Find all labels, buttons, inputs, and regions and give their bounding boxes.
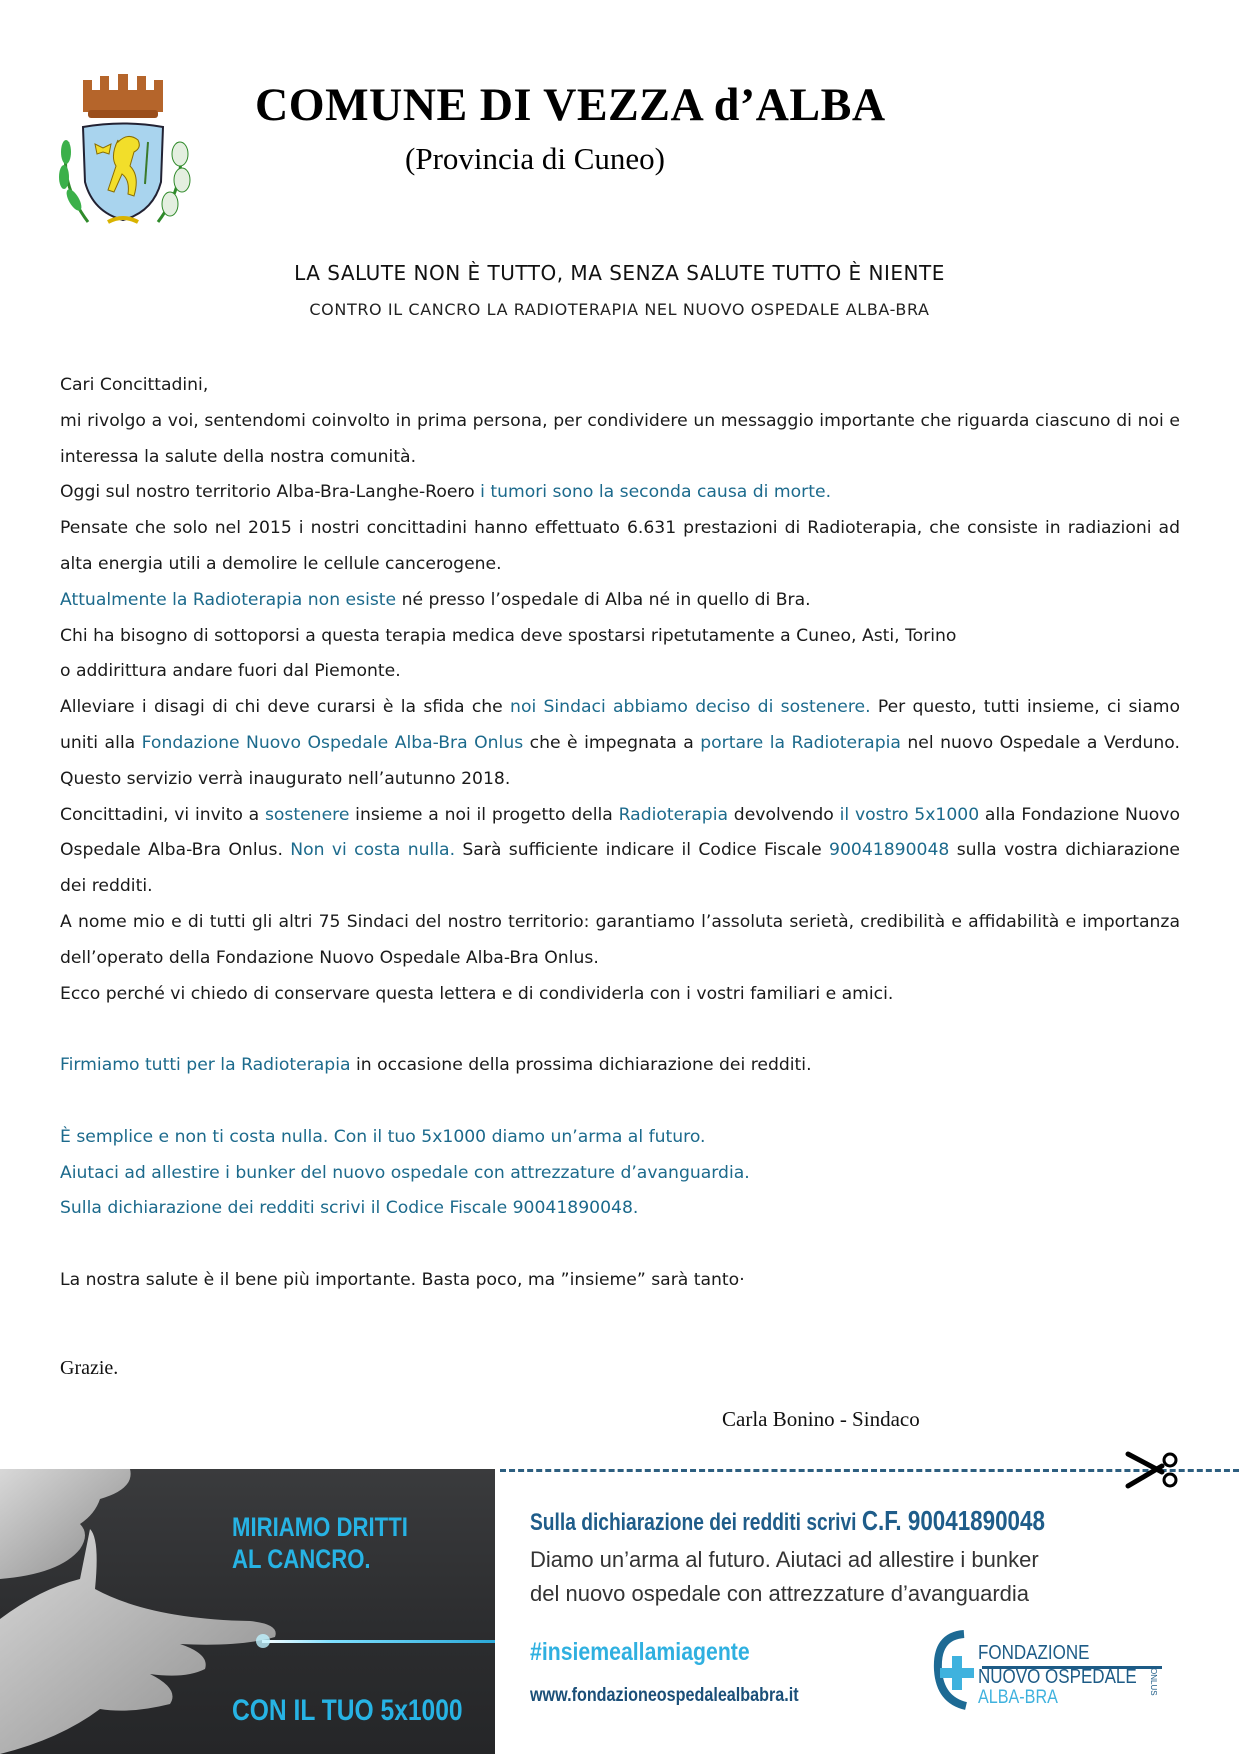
paragraph: o addirittura andare fuori dal Piemonte. <box>60 661 401 682</box>
text: Per questo, tutti insieme, ci siamo uniti alla <box>60 697 1180 753</box>
text: alla Fondazione Nuovo Ospedale Alba-Bra Onlus. <box>60 804 1180 861</box>
logo-line2: NUOVO OSPEDALE <box>978 1666 1137 1688</box>
highlight-text: il vostro 5x1000 <box>839 804 980 825</box>
text: Concittadini, vi invito a <box>60 804 265 825</box>
fiscal-code: C.F. 90041890048 <box>861 1505 1045 1536</box>
scissors-icon <box>1122 1450 1192 1490</box>
paragraph: Pensate che solo nel 2015 i nostri concittadini hanno effettuato 6.631 prestazioni di Radioterapia, che consiste in radiazioni ad alta energia utili a demolire le cellule cancerogene. <box>60 518 1180 574</box>
banner-headline-line2: AL CANCRO. <box>232 1544 371 1574</box>
paragraph: È semplice e non ti costa nulla. Con il tuo 5x1000 diamo un’arma al futuro. <box>60 1126 706 1147</box>
banner-description-line: Diamo un’arma al futuro. Aiutaci ad allestire i bunker <box>530 1547 1039 1572</box>
paragraph <box>60 475 1180 511</box>
paragraph <box>60 583 1180 619</box>
text: né presso l’ospedale di Alba né in quello di Bra. <box>396 589 811 610</box>
highlight-text: Attualmente la Radioterapia non esiste <box>60 589 397 610</box>
highlight-text: Radioterapia <box>618 804 729 825</box>
text: Sarà sufficiente indicare il Codice Fiscale <box>455 840 830 861</box>
text: devolvendo <box>728 804 840 825</box>
text: nel nuovo Ospedale a Verduno. Questo servizio verrà inaugurato nell’autunno 2018. <box>60 732 1180 789</box>
highlight-text: portare la Radioterapia <box>700 732 901 753</box>
text: sulla vostra dichiarazione dei redditi. <box>60 840 1181 897</box>
province-subtitle: (Provincia di Cuneo) <box>405 141 666 176</box>
banner-tagline: CON IL TUO 5x1000 <box>232 1694 463 1727</box>
highlight-text: Fondazione Nuovo Ospedale Alba-Bra Onlus <box>141 732 524 753</box>
banner-headline <box>232 1511 408 1575</box>
highlight-text: Non vi costa nulla. <box>290 840 456 861</box>
foundation-logo <box>930 1630 1200 1710</box>
paragraph: Sulla dichiarazione dei redditi scrivi il Codice Fiscale 90041890048. <box>60 1198 639 1219</box>
text: che è impegnata a <box>523 732 701 753</box>
paragraph: A nome mio e di tutti gli altri 75 Sindaci del nostro territorio: garantiamo l’assoluta serietà, credibilità e affidabilità e importanza dell’operato della Fondazione Nuovo Ospedale Alba-Bra Onlus. <box>60 911 1180 968</box>
closing-thanks: Grazie. <box>60 1357 119 1379</box>
slogan-subheading: CONTRO IL CANCRO LA RADIOTERAPIA NEL NUOVO OSPEDALE ALBA-BRA <box>309 300 930 319</box>
slogan-heading: LA SALUTE NON È TUTTO, MA SENZA SALUTE TUTTO È NIENTE <box>294 261 945 285</box>
text: Alleviare i disagi di chi deve curarsi è la sfida che <box>60 697 511 718</box>
paragraph: Aiutaci ad allestire i bunker del nuovo ospedale con attrezzature d’avanguardia. <box>60 1162 750 1183</box>
banner-headline-line1: MIRIAMO DRITTI <box>232 1512 408 1542</box>
banner-photo-panel <box>0 1469 495 1754</box>
logo-line1: FONDAZIONE <box>978 1642 1090 1664</box>
fiscal-code: 90041890048 <box>829 840 950 861</box>
logo-onlus: ONLUS <box>1149 1668 1158 1696</box>
banner-fiscal-code-heading <box>530 1505 1045 1537</box>
paragraph <box>60 690 1180 797</box>
greeting: Cari Concittadini, <box>60 375 209 395</box>
paragraph: La nostra salute è il bene più importante. Basta poco, ma ”insieme” sarà tanto· <box>60 1269 745 1290</box>
municipal-crest-icon <box>48 72 198 232</box>
paragraph <box>60 1048 1180 1084</box>
heading-text: Sulla dichiarazione dei redditi scrivi <box>530 1509 862 1536</box>
signature: Carla Bonino - Sindaco <box>722 1407 920 1431</box>
paragraph <box>60 798 1180 905</box>
banner-description <box>530 1543 1170 1611</box>
website-link[interactable]: www.fondazioneospedalealbabra.it <box>530 1685 799 1706</box>
text: in occasione della prossima dichiarazione dei redditi. <box>350 1055 812 1076</box>
municipality-title: COMUNE DI VEZZA d’ALBA <box>255 79 886 131</box>
highlight-text: i tumori sono la seconda causa di morte. <box>480 482 832 503</box>
text: insieme a noi il progetto della <box>349 804 619 825</box>
paragraph: Ecco perché vi chiedo di conservare questa lettera e di condividerla con i vostri familiari e amici. <box>60 983 894 1004</box>
banner-description-line: del nuovo ospedale con attrezzature d’avanguardia <box>530 1581 1030 1606</box>
logo-line3: ALBA-BRA <box>978 1687 1058 1708</box>
highlight-text: sostenere <box>264 804 350 825</box>
letter-body <box>60 368 1180 1299</box>
text: Oggi sul nostro territorio Alba-Bra-Langhe-Roero <box>60 482 481 503</box>
hashtag: #insiemeallamiagente <box>530 1638 750 1666</box>
highlight-text: Firmiamo tutti per la Radioterapia <box>60 1055 351 1076</box>
paragraph: Chi ha bisogno di sottoporsi a questa terapia medica deve spostarsi ripetutamente a Cuneo, Asti, Torino <box>60 625 957 646</box>
highlight-text: noi Sindaci abbiamo deciso di sostenere. <box>510 697 871 718</box>
paragraph: mi rivolgo a voi, sentendomi coinvolto in prima persona, per condividere un messaggio importante che riguarda ciascuno di noi e interessa la salute della nostra comunità. <box>60 410 1180 467</box>
